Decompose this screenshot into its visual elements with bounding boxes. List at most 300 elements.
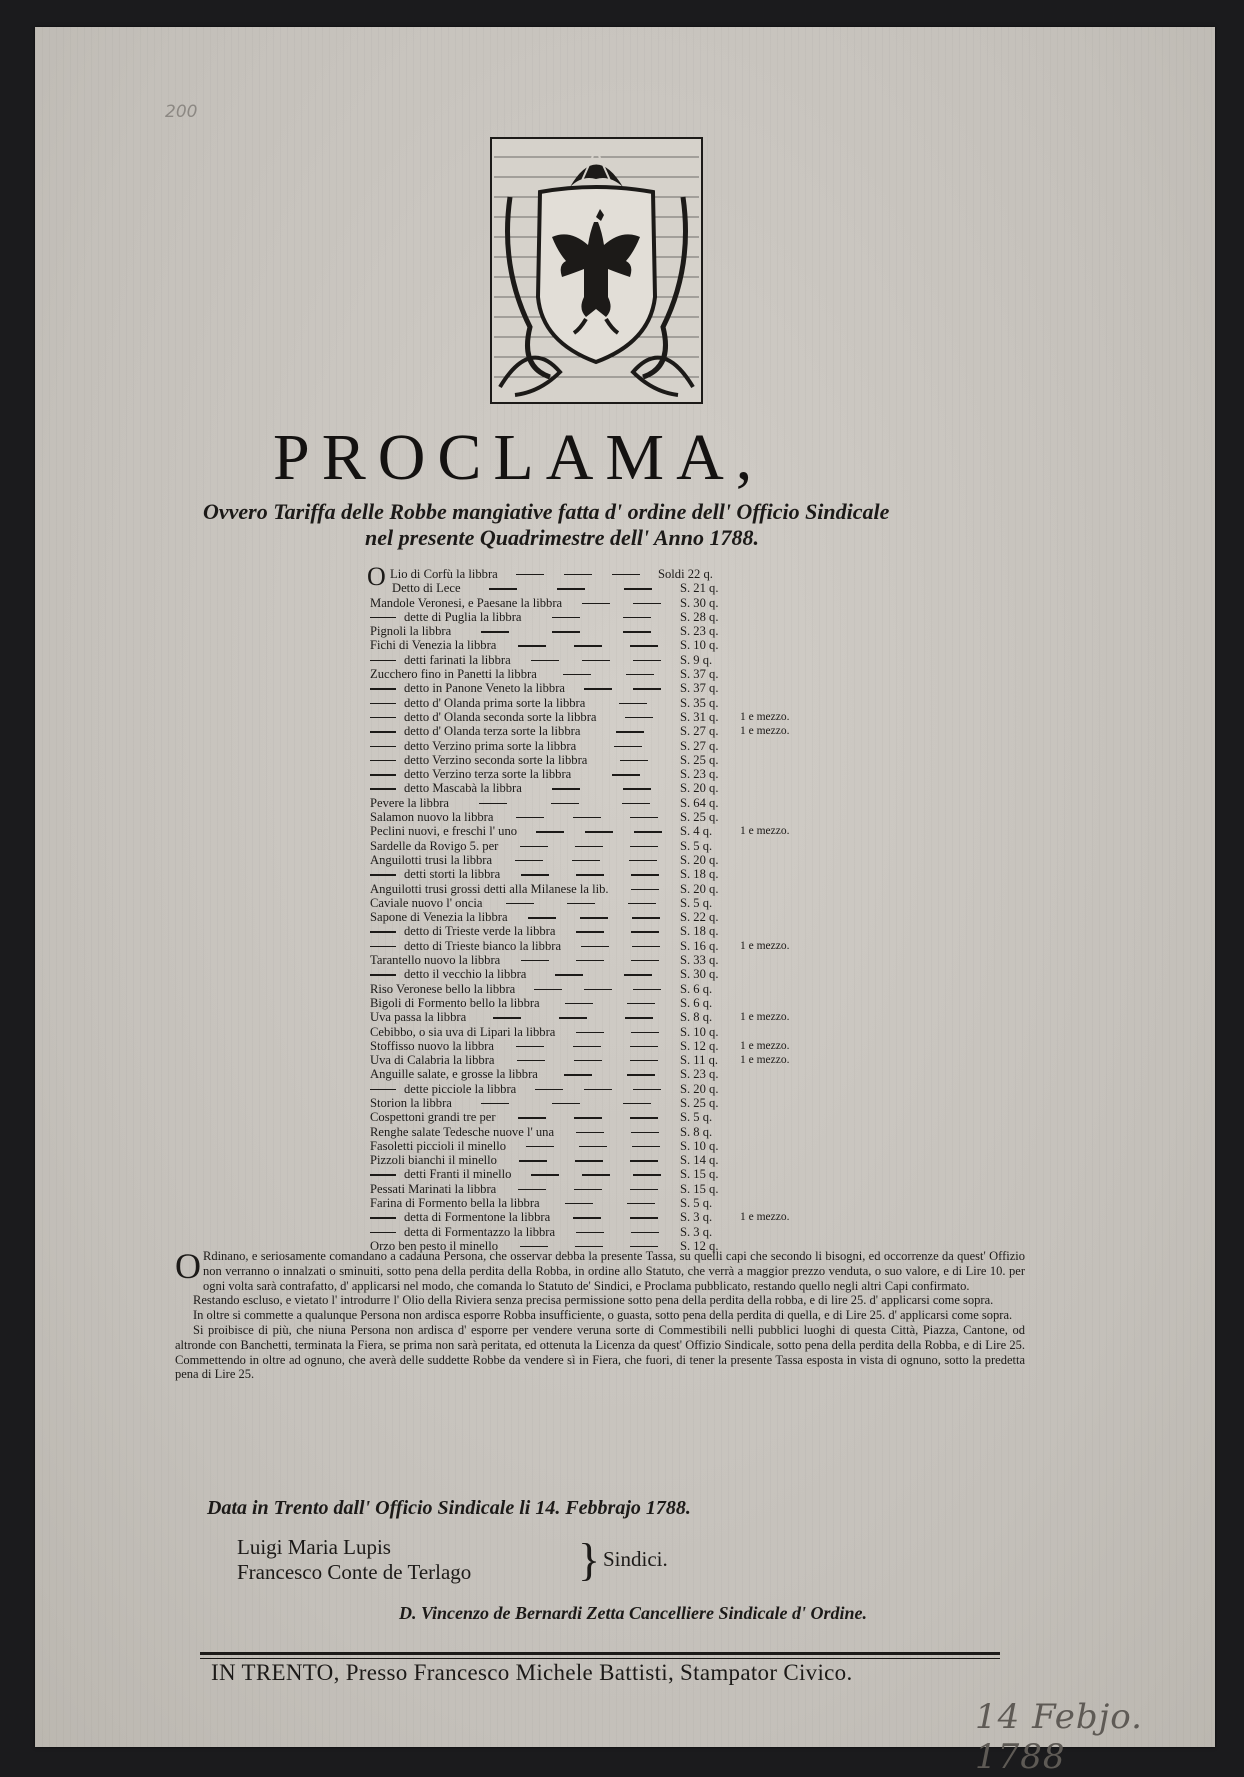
tariff-row [370,996,840,1010]
leader-dash [574,1189,602,1190]
leader-dash [580,917,608,918]
tariff-item-price: S. 27 q. [680,724,719,739]
leader-dash [627,1074,655,1075]
leader-dash [370,746,396,747]
subtitle-line-1: Ovvero Tariffa delle Robbe mangiative fatta d' ordine dell' Officio Sindicale [203,499,890,524]
signer-2: Francesco Conte de Terlago [237,1560,472,1584]
leader-dash [631,874,659,875]
leader-dash [584,989,612,990]
tariff-row [370,1153,840,1167]
tariff-item-name: Cebibbo, o sia uva di Lipari la libbra [370,1024,556,1039]
leader-dash [567,903,595,904]
tariff-item-name: Anguille salate, e grosse la libbra [370,1067,538,1082]
tariff-item-price: S. 5 q. [680,1110,713,1125]
tariff-row [370,610,840,624]
tariff-item-name: Caviale nuovo l' oncia [370,895,483,910]
tariff-item-price: S. 30 q. [680,595,719,610]
tariff-row [370,724,840,738]
tariff-item-price: S. 30 q. [680,967,719,982]
tariff-row [370,1182,840,1196]
leader-dash [630,1246,658,1247]
leader-dash [489,588,517,589]
leader-dash [565,1203,593,1204]
tariff-item-price: S. 6 q. [680,981,713,996]
tariff-item-name: detto d' Olanda seconda sorte la libbra [404,709,597,724]
leader-dash [632,946,660,947]
leader-dash [521,960,549,961]
tariff-row [370,710,840,724]
leader-dash [633,688,661,689]
tariff-row [370,939,840,953]
tariff-item-extra: 1 e mezzo. [740,725,790,738]
leader-dash [630,1217,658,1218]
leader-dash [370,946,396,947]
leader-dash [370,1174,396,1175]
leader-dash [627,1003,655,1004]
leader-dash [536,831,564,832]
leader-dash [493,1017,521,1018]
leader-dash [632,1146,660,1147]
leader-dash [552,631,580,632]
leader-dash [573,1217,601,1218]
eagle-coat-of-arms-emblem [490,137,703,404]
leader-dash [622,803,650,804]
tariff-item-price: S. 25 q. [680,752,719,767]
leader-dash [630,645,658,646]
leader-dash [630,1060,658,1061]
tariff-item-name: detto in Panone Veneto la libbra [404,681,565,696]
tariff-item-extra: 1 e mezzo. [740,825,790,838]
tariff-item-name: detti Franti il minello [404,1167,512,1182]
tariff-item-price: S. 27 q. [680,738,719,753]
tariff-item-name: detto Verzino prima sorte la libbra [404,738,577,753]
leader-dash [565,1003,593,1004]
leader-dash [520,1246,548,1247]
leader-dash [563,674,591,675]
tariff-row [370,796,840,810]
leader-dash [630,1160,658,1161]
tariff-item-name: detto di Trieste verde la libbra [404,924,556,939]
leader-dash [370,703,396,704]
leader-dash [370,874,396,875]
tariff-item-name: Salamon nuovo la libbra [370,810,494,825]
leader-dash [576,1032,604,1033]
leader-dash [559,1017,587,1018]
subtitle-line-2: nel presente Quadrimestre dell' Anno 1788. [365,525,759,550]
tariff-item-price: S. 33 q. [680,953,719,968]
tariff-item-name: detti storti la libbra [404,867,501,882]
tariff-item-price: S. 20 q. [680,881,719,896]
leader-dash [518,1117,546,1118]
tariff-item-price: S. 35 q. [680,695,719,710]
tariff-item-price: S. 10 q. [680,638,719,653]
tariff-item-name: Sapone di Venezia la libbra [370,910,508,925]
tariff-item-price: S. 20 q. [680,1081,719,1096]
leader-dash [627,1203,655,1204]
ordinance-paragraph-2: Restando escluso, e vietato l' introdurre l' Olio della Riviera senza precisa permissione sotto pena della perdita della robba, e di lire 25. d' applicarsi come sopra. [193,1293,994,1308]
leader-dash [370,660,396,661]
leader-dash [552,1103,580,1104]
tariff-item-extra: 1 e mezzo. [740,1211,790,1224]
tariff-item-price: S. 6 q. [680,995,713,1010]
leader-dash [518,1189,546,1190]
leader-dash [516,574,544,575]
price-tariff-list [367,562,840,1253]
leader-dash [612,574,640,575]
tariff-row [370,1210,840,1224]
leader-dash [631,889,659,890]
leader-dash [575,1246,603,1247]
tariff-item-name: Uva passa la libbra [370,1010,467,1025]
leader-dash [574,645,602,646]
leader-dash [614,746,642,747]
leader-dash [628,903,656,904]
leader-dash [576,1232,604,1233]
tariff-row [370,1196,840,1210]
printer-imprint: IN TRENTO, Presso Francesco Michele Battisti, Stampator Civico. [211,1660,853,1685]
ordinance-text [175,1246,1025,1382]
tariff-row [370,1225,840,1239]
signer-1: Luigi Maria Lupis [237,1535,391,1559]
ordinance-paragraph-1: Rdinano, e seriosamente comandano a cadauna Persona, che osservar debba la presente Tassa, su quelli capi che secondo li bisogni, ed occorrenze da quest' Offizio non verranno o innalzati o sminuiti, sotto pena della perdita della Robba, in ordine allo Statuto, che verrà a maggior prezzo venduta, o suo valore, e di Lire 10. per ogni volta sarà contrafatto, d' applicarsi nel modo, che comanda lo Statuto de' Sindici, e Proclama pubblicato, restando quello negli altri Capi confirmato. [203,1249,1025,1293]
tariff-row [370,1096,840,1110]
tariff-item-price: S. 4 q. [680,824,713,839]
tariff-item-name: Renghe salate Tedesche nuove l' una [370,1124,555,1139]
leader-dash [582,1174,610,1175]
tariff-row [370,681,840,695]
leader-dash [632,917,660,918]
leader-dash [624,974,652,975]
leader-dash [623,1103,651,1104]
proclamation-sheet [35,27,1215,1777]
tariff-row [370,624,840,638]
tariff-row [370,667,840,681]
tariff-item-price: S. 64 q. [680,795,719,810]
tariff-item-name: dette picciole la libbra [404,1081,517,1096]
tariff-item-price: S. 25 q. [680,810,719,825]
leader-dash [551,803,579,804]
leader-dash [481,1103,509,1104]
tariff-row [370,867,840,881]
tariff-item-price: Soldi 22 q. [658,567,713,581]
tariff-item-price: S. 20 q. [680,852,719,867]
leader-dash [633,603,661,604]
tariff-row [370,810,840,824]
leader-dash [584,688,612,689]
leader-dash [630,817,658,818]
tariff-row [370,967,840,981]
tariff-row [370,739,840,753]
tariff-item-name: detta di Formentone la libbra [404,1210,551,1225]
tariff-row [370,1025,840,1039]
tariff-item-price: S. 3 q. [680,1210,713,1225]
tariff-item-name: detto di Trieste bianco la libbra [404,938,562,953]
ordinance-paragraph-4: Si proibisce di più, che niuna Persona non ardisca d' esporre per vendere veruna sorte di Commestibili nelli pubblici luoghi di questa Città, Piazza, Cantone, od altronde con Banchetti, terminata la Fiera, se prima non sarà peritata, ed ottenuta la Licenza da quest' Offizio Sindicale, sotto pena della perdita della Robba, e di Lire 25. Commettendo in oltre ad ognuno, che averà delle suddette Robbe da vendere sì in Fiera, che fuori, di tener la presente Tassa esposta in vista di ognuno, sotto la predetta pena di Lire 25. [175,1322,1025,1382]
tariff-item-price: S. 5 q. [680,1196,713,1211]
leader-dash [629,860,657,861]
leader-dash [370,1089,396,1090]
leader-dash [575,1160,603,1161]
leader-dash [574,1117,602,1118]
tariff-item-price: S. 21 q. [680,581,719,596]
leader-dash [625,1017,653,1018]
tariff-item-price: S. 23 q. [680,767,719,782]
tariff-item-name: Storion la libbra [370,1095,452,1110]
tariff-item-name: detto d' Olanda terza sorte la libbra [404,724,581,739]
tariff-item-price: S. 15 q. [680,1167,719,1182]
leader-dash [370,774,396,775]
signers-block [237,1535,471,1585]
leader-dash [370,1232,396,1233]
chancellor-signature-line: D. Vincenzo de Bernardi Zetta Cancelliere Sindicale d' Ordine. [399,1603,867,1623]
leader-dash [517,1060,545,1061]
tariff-item-name: Bigoli di Formento bello la libbra [370,995,540,1010]
tariff-item-price: S. 23 q. [680,1067,719,1082]
leader-dash [526,1146,554,1147]
leader-dash [516,1046,544,1047]
leader-dash [516,817,544,818]
tariff-item-price: S. 22 q. [680,910,719,925]
tariff-row [370,896,840,910]
leader-dash [625,717,653,718]
leader-dash [564,574,592,575]
leader-dash [370,974,396,975]
leader-dash [534,989,562,990]
tariff-item-name: Uva di Calabria la libbra [370,1053,495,1068]
tariff-item-name: Detto di Lece [392,581,461,596]
tariff-item-name: Sardelle da Rovigo 5. per [370,838,499,853]
leader-dash [515,860,543,861]
leader-dash [616,731,644,732]
divider-thick [200,1652,1000,1655]
tariff-item-name: Peclini nuovi, e freschi l' uno [370,824,518,839]
tariff-item-price: S. 11 q. [680,1053,719,1068]
tariff-row [370,1039,840,1053]
leader-dash [573,817,601,818]
tariff-item-price: S. 3 q. [680,1224,713,1239]
tariff-item-extra: 1 e mezzo. [740,710,790,723]
tariff-item-price: S. 5 q. [680,895,713,910]
leader-dash [370,688,396,689]
leader-dash [582,603,610,604]
tariff-item-price: S. 12 q. [680,1038,719,1053]
tariff-item-price: S. 31 q. [680,709,719,724]
ordinance-paragraph-3: In oltre si commette a qualunque Persona non ardisca esporre Robba insufficiente, o guasta, sotto pena della perdita di quella, e di Lire 25. d' applicarsi come sopra. [193,1308,1013,1323]
leader-dash [520,846,548,847]
tariff-item-price: S. 20 q. [680,781,719,796]
tariff-row [370,1082,840,1096]
leader-dash [370,931,396,932]
tariff-item-price: S. 5 q. [680,838,713,853]
leader-dash [370,1217,396,1218]
leader-dash [633,989,661,990]
tariff-item-name: dette di Puglia la libbra [404,609,522,624]
leader-dash [531,1174,559,1175]
tariff-item-price: S. 25 q. [680,1095,719,1110]
leader-dash [623,617,651,618]
leader-dash [552,617,580,618]
tariff-item-name: detto Mascabà la libbra [404,781,522,796]
leader-dash [633,660,661,661]
tariff-row [370,924,840,938]
leader-dash [518,645,546,646]
leader-dash [620,760,648,761]
tariff-item-name: detto Verzino terza sorte la libbra [404,767,572,782]
tariff-item-extra: 1 e mezzo. [740,1054,790,1067]
tariff-item-name: Stoffisso nuovo la libbra [370,1038,494,1053]
tariff-drop-cap: O [367,562,386,591]
handwritten-date-note: 14 Febjo. 1788 [975,1697,1143,1777]
tariff-item-name: Riso Veronese bello la libbra [370,981,516,996]
tariff-item-name: detto Verzino seconda sorte la libbra [404,752,588,767]
tariff-item-price: S. 23 q. [680,624,719,639]
tariff-item-name: Pizzoli bianchi il minello [370,1153,497,1168]
tariff-row [370,638,840,652]
tariff-row [370,1139,840,1153]
leader-dash [481,631,509,632]
leader-dash [370,788,396,789]
tariff-row [370,953,840,967]
tariff-item-price: S. 16 q. [680,938,719,953]
date-line: Data in Trento dall' Officio Sindicale li 14. Febbrajo 1788. [207,1497,691,1519]
leader-dash [631,1132,659,1133]
tariff-item-name: detta di Formentazzo la libbra [404,1224,556,1239]
leader-dash [624,588,652,589]
leader-dash [579,1146,607,1147]
brace-icon: } [578,1534,601,1585]
leader-dash [521,874,549,875]
leader-dash [555,974,583,975]
tariff-item-name: Orzo ben pesto il minello [370,1238,499,1253]
tariff-item-name: detto d' Olanda prima sorte la libbra [404,695,586,710]
pencil-page-number: 200 [165,102,198,122]
leader-dash [370,717,396,718]
leader-dash [623,631,651,632]
leader-dash [531,660,559,661]
ordinance-drop-cap: O [175,1246,201,1286]
tariff-row [370,982,840,996]
tariff-item-name: Pessati Marinati la libbra [370,1181,497,1196]
tariff-item-name: Tarantello nuovo la libbra [370,953,501,968]
tariff-row [370,581,840,595]
proclamation-title: PROCLAMA, [273,421,765,494]
leader-dash [634,831,662,832]
tariff-row [370,1167,840,1181]
tariff-row [370,767,840,781]
tariff-item-name: Fichi di Venezia la libbra [370,638,497,653]
tariff-item-price: S. 8 q. [680,1010,713,1025]
tariff-item-name: Anguilotti trusi grossi detti alla Milanese la lib. [370,881,609,896]
tariff-row [370,653,840,667]
leader-dash [572,860,600,861]
tariff-row [370,753,840,767]
tariff-item-price: S. 18 q. [680,924,719,939]
leader-dash [535,1089,563,1090]
tariff-item-name: Cospettoni grandi tre per [370,1110,496,1125]
tariff-item-price: S. 37 q. [680,681,719,696]
tariff-row [370,596,840,610]
leader-dash [582,660,610,661]
tariff-item-price: S. 8 q. [680,1124,713,1139]
tariff-item-name: detti farinati la libbra [404,652,511,667]
tariff-row [370,824,840,838]
leader-dash [564,1074,592,1075]
leader-dash [626,674,654,675]
tariff-item-name: Pevere la libbra [370,795,450,810]
sindici-label: Sindici. [603,1547,668,1571]
tariff-row [370,696,840,710]
leader-dash [557,588,585,589]
tariff-row [370,1125,840,1139]
leader-dash [576,874,604,875]
tariff-row [370,910,840,924]
tariff-row [370,839,840,853]
leader-dash [576,1132,604,1133]
tariff-item-price: S. 12 q. [680,1238,719,1253]
tariff-item-price: S. 10 q. [680,1024,719,1039]
tariff-item-extra: 1 e mezzo. [740,939,790,952]
leader-dash [574,1060,602,1061]
leader-dash [370,617,396,618]
tariff-item-price: S. 10 q. [680,1138,719,1153]
tariff-item-name: Anguilotti trusi la libbra [370,852,493,867]
tariff-row [370,781,840,795]
leader-dash [528,917,556,918]
leader-dash [552,788,580,789]
leader-dash [506,903,534,904]
leader-dash [584,1089,612,1090]
divider-thin [200,1658,1000,1659]
tariff-row [370,1053,840,1067]
tariff-item-name: Lio di Corfù la libbra [390,567,498,581]
tariff-item-name: Pignoli la libbra [370,624,452,639]
leader-dash [619,703,647,704]
leader-dash [630,846,658,847]
leader-dash [630,1117,658,1118]
tariff-item-name: Zucchero fino in Panetti la libbra [370,667,537,682]
leader-dash [576,960,604,961]
tariff-row [370,1067,840,1081]
leader-dash [370,731,396,732]
leader-dash [370,760,396,761]
leader-dash [519,1160,547,1161]
leader-dash [575,846,603,847]
leader-dash [631,1232,659,1233]
leader-dash [633,1174,661,1175]
leader-dash [573,1046,601,1047]
leader-dash [623,788,651,789]
leader-dash [585,831,613,832]
leader-dash [630,1046,658,1047]
tariff-item-price: S. 37 q. [680,667,719,682]
tariff-row [370,853,840,867]
leader-dash [630,1189,658,1190]
tariff-item-extra: 1 e mezzo. [740,1039,790,1052]
tariff-item-price: S. 15 q. [680,1181,719,1196]
leader-dash [612,774,640,775]
tariff-item-name: detto il vecchio la libbra [404,967,527,982]
tariff-item-name: Fasoletti piccioli il minello [370,1138,507,1153]
tariff-item-extra: 1 e mezzo. [740,1011,790,1024]
leader-dash [479,803,507,804]
tariff-item-price: S. 9 q. [680,652,713,667]
tariff-item-price: S. 28 q. [680,609,719,624]
leader-dash [581,946,609,947]
tariff-row [370,1010,840,1024]
tariff-row [370,1110,840,1124]
tariff-row [370,882,840,896]
leader-dash [631,1032,659,1033]
